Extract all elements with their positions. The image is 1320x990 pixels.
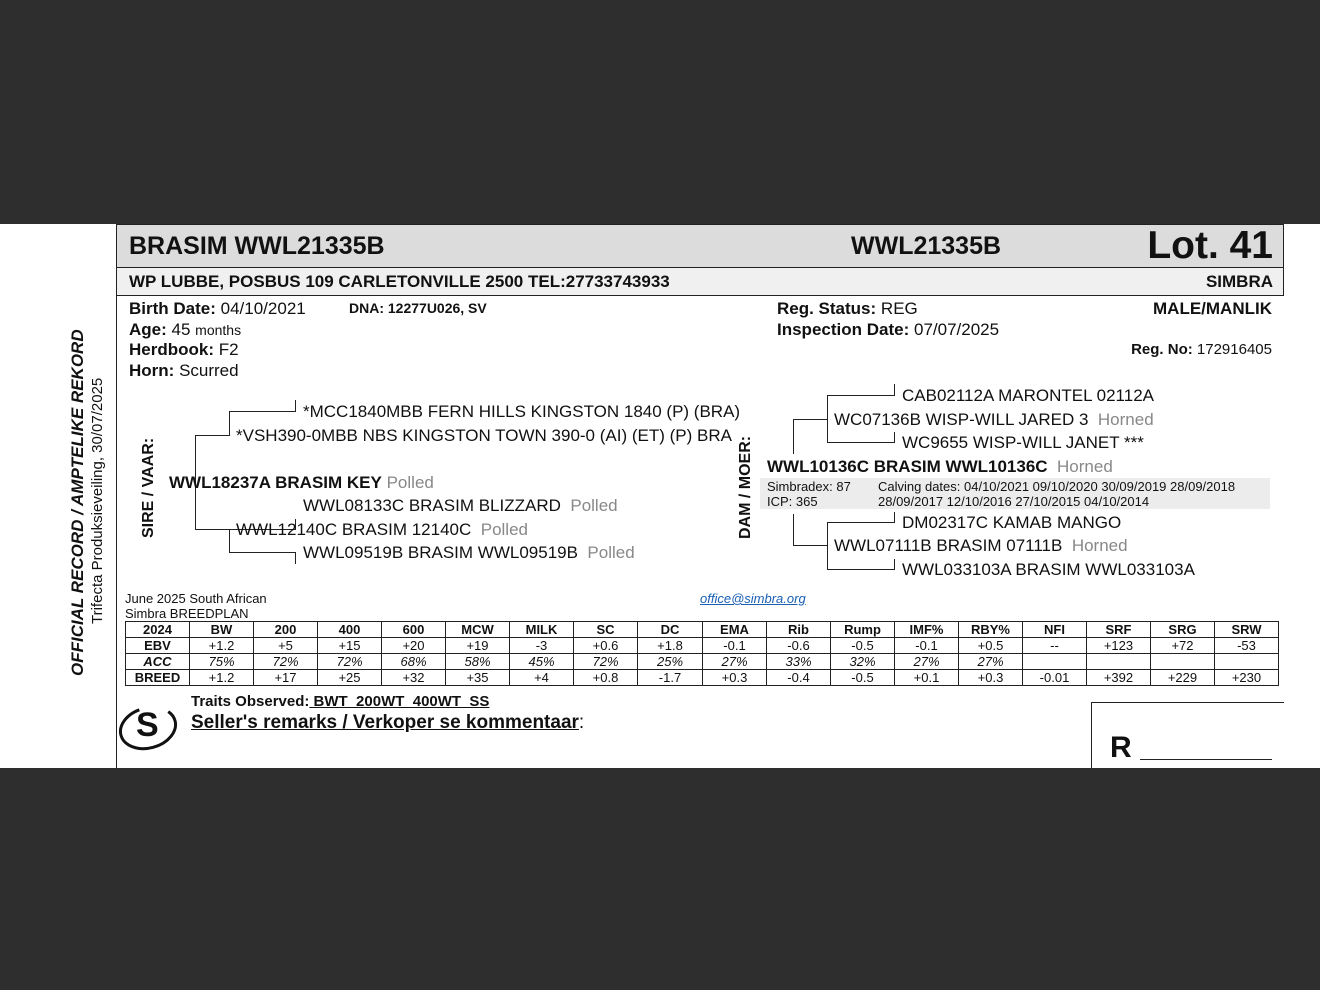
ebv-row-cell: -0.5	[831, 638, 895, 654]
ebv-header-row-cell: RBY%	[959, 622, 1023, 638]
sire-horn: Polled	[386, 473, 434, 492]
ebv-row-cell: +19	[446, 638, 510, 654]
icp: ICP: 365	[767, 494, 818, 509]
sire-dam-dam	[303, 543, 635, 563]
price-box	[1091, 702, 1284, 768]
breed-row-cell: +229	[1151, 670, 1215, 686]
breed-row-cell: -0.4	[767, 670, 831, 686]
ebv-row-cell: +0.6	[574, 638, 638, 654]
ebv-table	[125, 621, 1279, 686]
seller-remarks	[191, 712, 584, 734]
sire-label: SIRE / VAAR:	[140, 437, 157, 538]
ebv-header-row-cell: MILK	[510, 622, 574, 638]
acc-row-cell: 32%	[831, 654, 895, 670]
ebv-header-row-cell: Rump	[831, 622, 895, 638]
acc-row-cell	[1087, 654, 1151, 670]
ebv-row-cell: +72	[1151, 638, 1215, 654]
acc-row-cell: 68%	[382, 654, 446, 670]
ebv-header-row-cell: 600	[382, 622, 446, 638]
acc-row-cell: 27%	[895, 654, 959, 670]
official-record-label: OFFICIAL RECORD / AMPTELIKE REKORD	[68, 329, 87, 676]
age-label: Age:	[129, 320, 167, 339]
ebv-row-cell: +5	[254, 638, 318, 654]
traits-value: BWT 200WT 400WT SS	[309, 693, 490, 710]
dam-sire-horn: Horned	[1097, 410, 1154, 429]
dna-info: DNA: 12277U026, SV	[349, 300, 487, 316]
breed-row-cell: +32	[382, 670, 446, 686]
acc-row-cell: 72%	[318, 654, 382, 670]
herdbook-value: F2	[218, 340, 239, 359]
birth-date	[129, 299, 306, 319]
ebv-header-row-cell: 2024	[126, 622, 190, 638]
breedplan-label-1: June 2025 South African	[125, 591, 267, 606]
ebv-header-row-cell: SC	[574, 622, 638, 638]
traits-observed	[191, 693, 489, 710]
sire-name	[169, 473, 434, 493]
sex: MALE/MANLIK	[1153, 299, 1272, 318]
dam-dam-sire: DM02317C KAMAB MANGO	[902, 513, 1122, 532]
ebv-header-row-cell: BW	[190, 622, 254, 638]
simbradex: Simbradex: 87	[767, 479, 851, 494]
ebv-header-row-cell: SRG	[1151, 622, 1215, 638]
breed-row-cell: +230	[1215, 670, 1279, 686]
ebv-header-row-cell: 200	[254, 622, 318, 638]
ebv-header-row-cell: NFI	[1023, 622, 1087, 638]
acc-row-cell: 75%	[190, 654, 254, 670]
breed-row-cell: +1.2	[190, 670, 254, 686]
acc-row-cell	[1151, 654, 1215, 670]
animal-name: BRASIM WWL21335B	[129, 232, 385, 260]
ebv-header-row	[126, 622, 1279, 638]
herdbook-label: Herdbook:	[129, 340, 214, 359]
acc-row-cell: 72%	[254, 654, 318, 670]
ebv-row	[126, 638, 1279, 654]
sire-sire-sire: *MCC1840MBB FERN HILLS KINGSTON 1840 (P) (BRA)	[303, 402, 741, 421]
ebv-row-cell: +1.8	[638, 638, 703, 654]
age	[129, 320, 241, 340]
email-link[interactable]: office@simbra.org	[700, 591, 806, 606]
breed-row-cell: BREED	[126, 670, 190, 686]
dam-dam-name: WWL07111B BRASIM 07111B	[834, 536, 1063, 555]
acc-row-cell: 45%	[510, 654, 574, 670]
ebv-row-cell: +0.5	[959, 638, 1023, 654]
dam-label: DAM / MOER:	[737, 435, 754, 539]
dam-sire-name: WC07136B WISP-WILL JARED 3	[834, 410, 1089, 429]
horn-label: Horn:	[129, 361, 175, 380]
inspection-date	[777, 320, 999, 340]
ebv-row-cell: +1.2	[190, 638, 254, 654]
ebv-row-cell: EBV	[126, 638, 190, 654]
dam-dam-horn: Horned	[1071, 536, 1128, 555]
acc-row-cell: 33%	[767, 654, 831, 670]
sire-name-text: WWL18237A BRASIM KEY	[169, 473, 382, 492]
dam-name-text: WWL10136C BRASIM WWL10136C	[767, 457, 1048, 476]
acc-row-cell: 25%	[638, 654, 703, 670]
title-bar	[116, 224, 1284, 268]
reg-status-value: REG	[880, 299, 918, 318]
breed-row-cell: +0.1	[895, 670, 959, 686]
sale-label: Trifecta Produksieveiling, 30/07/2025	[89, 377, 106, 624]
acc-row-cell: 27%	[703, 654, 767, 670]
dam-name	[767, 457, 1113, 477]
inspection-label: Inspection Date:	[777, 320, 910, 339]
sire-dam-sire-horn: Polled	[570, 496, 618, 515]
dam-horn: Horned	[1057, 457, 1113, 476]
breed-row-cell: +0.3	[703, 670, 767, 686]
ebv-row-cell: --	[1023, 638, 1087, 654]
ebv-row-cell: +15	[318, 638, 382, 654]
breed-row-cell: +17	[254, 670, 318, 686]
calving-dates-2: 28/09/2017 12/10/2016 27/10/2015 04/10/2014	[878, 494, 1150, 509]
ebv-row-cell: +123	[1087, 638, 1151, 654]
sire-dam	[236, 520, 528, 540]
ebv-header-row-cell: IMF%	[895, 622, 959, 638]
reg-status	[777, 299, 918, 319]
dam-sire	[834, 410, 1154, 430]
breed-row-cell: -0.5	[831, 670, 895, 686]
ebv-header-row-cell: EMA	[703, 622, 767, 638]
acc-row-cell: 27%	[959, 654, 1023, 670]
ebv-row-cell: -53	[1215, 638, 1279, 654]
breed-row-cell: +392	[1087, 670, 1151, 686]
sire-dam-dam-horn: Polled	[587, 543, 635, 562]
dam-sire-sire: CAB02112A MARONTEL 02112A	[902, 386, 1154, 405]
sire-sire: *VSH390-0MBB NBS KINGSTON TOWN 390-0 (AI) (ET) (P) BRA	[236, 426, 732, 445]
remarks-colon: :	[578, 712, 585, 733]
breeder-info: WP LUBBE, POSBUS 109 CARLETONVILLE 2500 TEL:27733743933	[129, 272, 670, 291]
breed-row	[126, 670, 1279, 686]
breed-row-cell: +35	[446, 670, 510, 686]
breed-row-cell: +4	[510, 670, 574, 686]
catalogue-card	[0, 224, 1320, 768]
animal-id: WWL21335B	[851, 232, 1002, 260]
ebv-header-row-cell: DC	[638, 622, 703, 638]
acc-row-cell: 58%	[446, 654, 510, 670]
acc-row-cell: 72%	[574, 654, 638, 670]
ebv-header-row-cell: SRW	[1215, 622, 1279, 638]
ebv-header-row-cell: Rib	[767, 622, 831, 638]
breed-name: SIMBRA	[1205, 272, 1273, 291]
ebv-row-cell: -3	[510, 638, 574, 654]
seller-logo	[118, 704, 178, 752]
acc-row-cell: ACC	[126, 654, 190, 670]
sire-dam-horn: Polled	[480, 520, 528, 539]
lot-number: Lot. 41	[1147, 224, 1273, 267]
inspection-value: 07/07/2025	[913, 320, 1000, 339]
ebv-header-row-cell: 400	[318, 622, 382, 638]
breeder-bar	[116, 268, 1284, 296]
acc-row	[126, 654, 1279, 670]
age-value: 45	[171, 320, 191, 339]
age-unit: months	[195, 322, 242, 338]
ebv-row-cell: -0.1	[895, 638, 959, 654]
breed-row-cell: -1.7	[638, 670, 703, 686]
sire-dam-sire	[303, 496, 618, 516]
traits-label: Traits Observed:	[191, 693, 310, 710]
breed-row-cell: +0.8	[574, 670, 638, 686]
remarks-label: Seller's remarks / Verkoper se kommentaar	[191, 712, 579, 733]
breed-row-cell: -0.01	[1023, 670, 1087, 686]
ebv-row-cell: -0.6	[767, 638, 831, 654]
reg-no	[1131, 341, 1272, 358]
breed-row-cell: +0.3	[959, 670, 1023, 686]
ebv-header-row-cell: SRF	[1087, 622, 1151, 638]
reg-no-value: 172916405	[1196, 341, 1272, 358]
acc-row-cell	[1023, 654, 1087, 670]
breed-row-cell: +25	[318, 670, 382, 686]
sire-dam-dam-name: WWL09519B BRASIM WWL09519B	[303, 543, 578, 562]
ebv-header-row-cell: MCW	[446, 622, 510, 638]
r-label: R	[1110, 731, 1132, 764]
sire-dam-sire-name: WWL08133C BRASIM BLIZZARD	[303, 496, 561, 515]
dam-dam	[834, 536, 1128, 556]
ebv-row-cell: -0.1	[703, 638, 767, 654]
breedplan-label-2: Simbra BREEDPLAN	[125, 606, 249, 621]
calving-dates-1: Calving dates: 04/10/2021 09/10/2020 30/09/2019 28/09/2018	[878, 479, 1236, 494]
dam-dam-dam: WWL033103A BRASIM WWL033103A	[902, 560, 1195, 579]
horn-status	[129, 361, 239, 381]
horn-value: Scurred	[179, 361, 239, 380]
sire-dam-name: WWL12140C BRASIM 12140C	[236, 520, 472, 539]
birth-date-value: 04/10/2021	[220, 299, 306, 318]
birth-date-label: Birth Date:	[129, 299, 216, 318]
dam-sire-dam: WC9655 WISP-WILL JANET ***	[902, 433, 1144, 452]
ebv-row-cell: +20	[382, 638, 446, 654]
logo-letter: S	[136, 706, 159, 744]
reg-no-label: Reg. No:	[1131, 341, 1193, 358]
reg-status-label: Reg. Status:	[777, 299, 877, 318]
acc-row-cell	[1215, 654, 1279, 670]
herdbook	[129, 340, 239, 360]
